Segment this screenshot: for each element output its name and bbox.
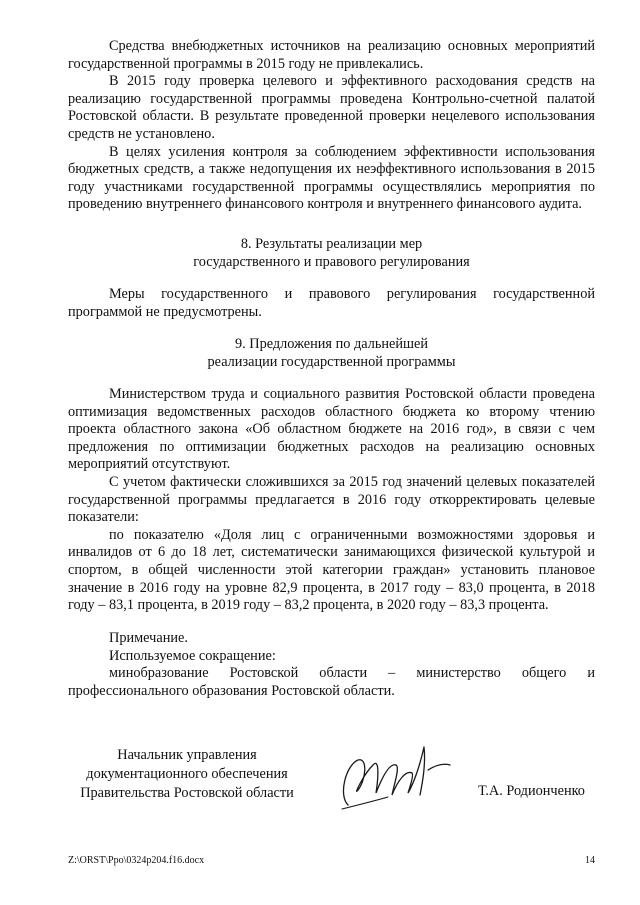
paragraph-control: В целях усиления контроля за соблюдением эффективности использования бюджетных средств, а также недопущения их неэффективного использования в 2015 году участниками государственной программы осуществлялись мероприятия по проведению внутреннего финансового контроля и внутреннего финансового аудита. — [68, 143, 595, 213]
signatory-title — [62, 746, 312, 803]
section8-paragraph: Меры государственного и правового регулирования государственной программой не предусмотрены. — [68, 286, 595, 320]
section9-body — [68, 386, 595, 615]
signatory-name: Т.А. Родионченко — [478, 783, 585, 799]
page-number: 14 — [585, 855, 595, 866]
section9-heading-line1: 9. Предложения по дальнейшей — [234, 336, 429, 352]
signatory-title-line1: Начальник управления — [117, 747, 257, 763]
handwritten-signature — [328, 735, 458, 815]
signatory-title-line3: Правительства Ростовской области — [80, 785, 294, 801]
note-title: Примечание. — [109, 630, 188, 646]
signatory-title-line2: документационного обеспечения — [86, 766, 288, 782]
section9-paragraph-optimization: Министерством труда и социального развития Ростовской области проведена оптимизация ведомственных расходов областного бюджета ко второму чтению проекта областного закона «Об областном бюджете на 2016 год», в связи с чем предложения по оптимизации бюджетных расходов на реализацию основных мероприятий отсутствуют. — [68, 386, 595, 473]
section9-heading-line2: реализации государственной программы — [207, 354, 456, 370]
section8-body — [68, 286, 595, 321]
section9-paragraph-indicator: по показателю «Доля лиц с ограниченными возможностями здоровья и инвалидов от 6 до 18 лет, систематически занимающихся физической культурой и спортом, в общей численности этой категории граждан» установить плановое значение в 2016 году на уровне 82,9 процента, в 2017 году – 83,0 процента, в 2018 году – 83,1 процента, в 2019 году – 83,2 процента, в 2020 году – 83,3 процента. — [68, 526, 595, 614]
top-paragraphs — [68, 38, 595, 214]
footer-file-path: Z:\ORST\Ppo\0324p204.f16.docx — [68, 855, 205, 866]
section9-paragraph-targets: С учетом фактически сложившихся за 2015 год значений целевых показателей государственной программы предлагается в 2016 году откорректировать целевые показатели: — [68, 473, 595, 526]
section8-heading-line1: 8. Результаты реализации мер — [240, 236, 423, 252]
note-subtitle: Используемое сокращение: — [109, 647, 276, 664]
section8-heading-line2: государственного и правового регулирования — [193, 254, 470, 270]
paragraph-extrabudgetary: Средства внебюджетных источников на реализацию основных мероприятий государственной программы в 2015 году не привлекались. — [68, 38, 595, 72]
note-block — [68, 630, 595, 700]
paragraph-audit-2015: В 2015 году проверка целевого и эффективного расходования средств на реализацию государственной программы проведена Контрольно-счетной палатой Ростовской области. В результате проведенной проверки нецелевого использования средств не установлено. — [68, 73, 595, 142]
note-abbreviation: минобразование Ростовской области – министерство общего и профессионального образования Ростовской области. — [68, 665, 595, 699]
